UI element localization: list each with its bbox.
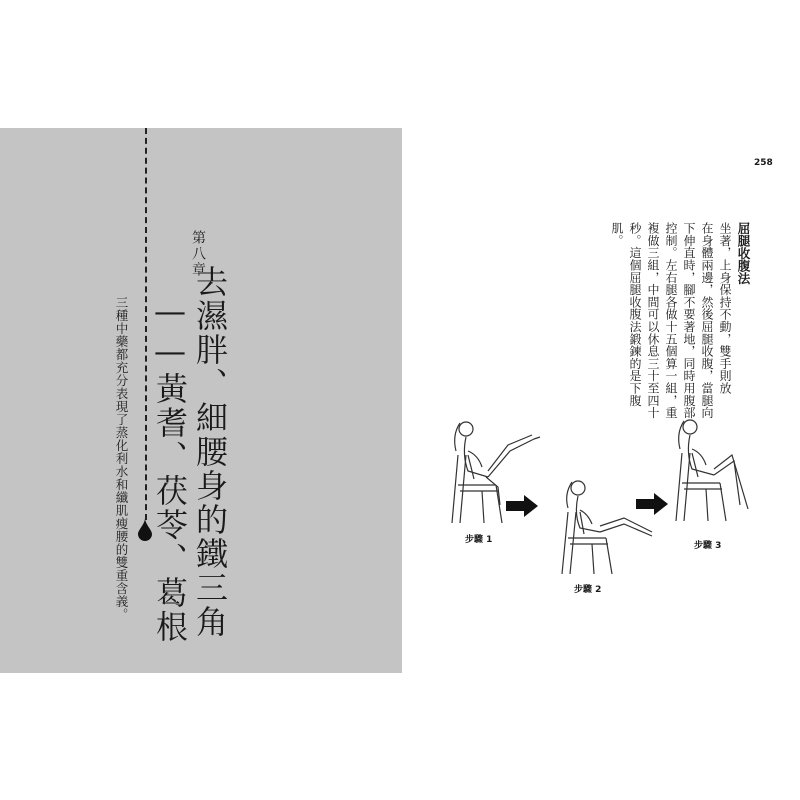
body-text-column: 坐著，上身保持不動，雙手則放 <box>718 222 732 395</box>
body-text-column: 控制。左右腿各做十五個算一組，重 <box>664 222 678 419</box>
arrow-right-icon <box>506 495 538 517</box>
exercise-figure-step-2 <box>548 476 658 576</box>
body-text-column: 下伸直時，腳不要著地，同時用腹部 <box>682 222 696 419</box>
body-text-column: 複做三組，中間可以休息三十至四十 <box>646 222 660 419</box>
chapter-subtitle: 三種中藥都充分表現了蒸化利水和纖肌瘦腰的雙重含義。 <box>114 296 129 621</box>
chapter-title-line-2: ——黃耆、茯苓、葛根 <box>151 292 189 644</box>
step-label: 步驟 2 <box>574 585 602 595</box>
body-text-column: 肌。 <box>610 222 624 247</box>
body-text-column: 秒。這個屈腿收腹法鍛鍊的是下腹 <box>628 222 642 407</box>
dashed-divider-line <box>145 128 147 520</box>
step-label: 步驟 3 <box>694 541 722 551</box>
body-text-column: 在身體兩邊，然後屈腿收腹，當腿向 <box>700 222 714 419</box>
chapter-label: 第八章 <box>190 230 206 278</box>
page-number: 258 <box>754 158 773 168</box>
chapter-title-line-1: 去濕胖、細腰身的鐵三角 <box>191 265 229 639</box>
step-label: 步驟 1 <box>465 535 493 545</box>
section-title: 屈腿收腹法 <box>736 222 751 285</box>
exercise-figure-step-3 <box>662 413 762 523</box>
